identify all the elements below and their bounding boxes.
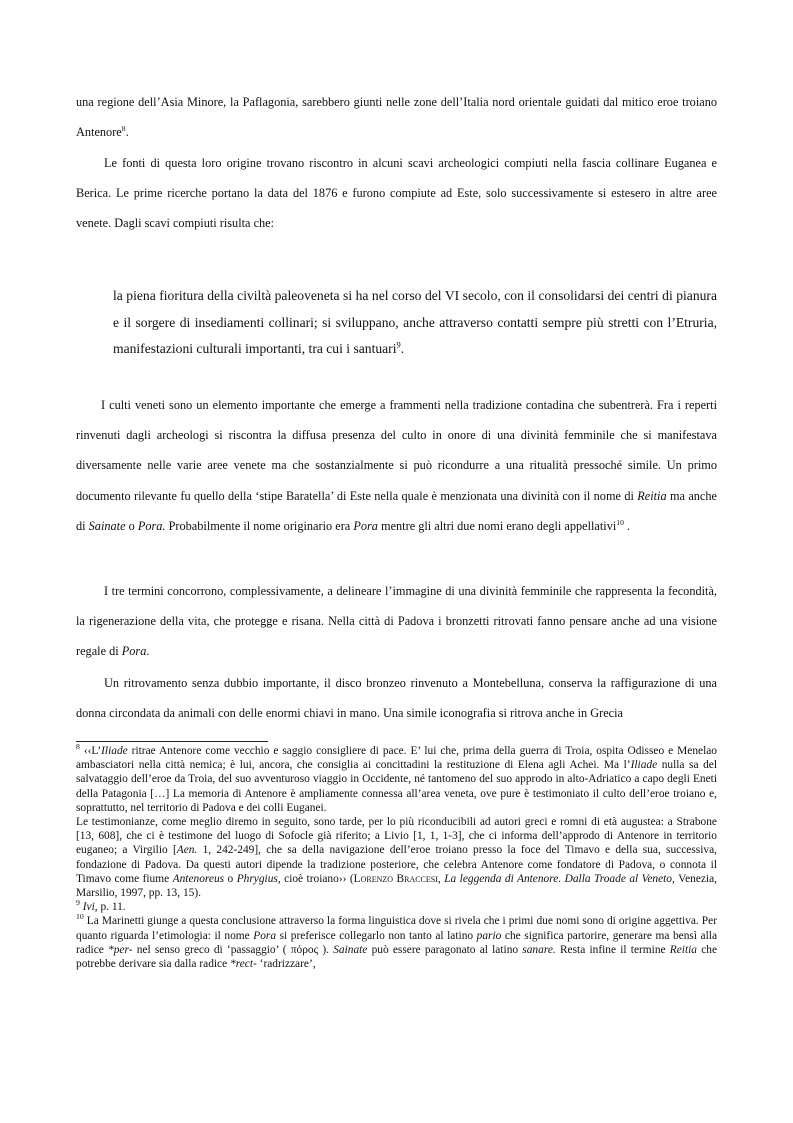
paragraph-4 [76, 576, 717, 667]
paragraph-text: o [125, 518, 138, 533]
paragraph-text: mentre gli altri due nomi erano degli appellativi [377, 518, 617, 533]
latin-term: sanare. [522, 943, 556, 956]
paragraph-text: I culti veneti sono un elemento importante che emerge a frammenti nella tradizione contadina che subentrerà. Fra i reperti rinvenuti dagli archeologi si riscontra la diffusa presenza del culto in onore di una divinità femminile che si manifestava diversamente nelle varie aree venete ma che sostanzialmente si può ricondurre a una ritualità pressoché simile. Un primo documento rilevante fu quello della ‘stipe Baratella’ di Este nella quale è menzionata una divinità con il nome di [76, 398, 717, 503]
author-name: Lorenzo Braccesi [353, 872, 438, 885]
paragraph-text: . [623, 518, 631, 533]
footnote-text: si preferisce collegarlo non tanto al latino [276, 929, 477, 942]
footnote-text: Resta infine il termine [555, 943, 670, 956]
footnote-9 [76, 900, 717, 914]
latin-term: Antenoreus [172, 872, 225, 885]
paragraph-text: Probabilmente il nome originario era [165, 518, 354, 533]
book-title: La leggenda di Antenore. Dalla Troade al Veneto, [444, 872, 675, 885]
footnote-text: o [224, 872, 237, 885]
work-title: Iliade [101, 745, 128, 757]
paragraph-1 [76, 87, 717, 147]
paragraph-text: Le fonti di questa loro origine trovano riscontro in alcuni scavi archeologici compiuti nella fascia collinare Euganea e Berica. Le prime ricerche portano la data del 1876 e furono compiute ad Este, solo successivamente si estesero in altre aree venete. Dagli scavi compiuti risulta che: [76, 156, 717, 231]
paragraph-text: I tre termini concorrono, complessivamente, a delineare l’immagine di una divinità femminile che rappresenta la fecondità, la rigenerazione della vita, che protegge e risana. Nella città di Padova i bronzetti ritrovati fanno pensare anche ad una visione regale di [76, 584, 717, 659]
paragraph-5 [76, 668, 717, 728]
footnote-8-continued [76, 815, 717, 900]
paragraph-2 [76, 148, 717, 239]
footnote-text: , p. 11. [94, 901, 126, 914]
footnote-text: ritrae Antenore come vecchio e saggio consigliere di pace. E’ lui che, prima della guerra di Troia, ospita Odisseo e Menelao ambasciatori nella città nemica; è lui, ancora, che consiglia ai concittadini la restituzione di Elena agli Achei. Ma l’ [76, 745, 717, 772]
footnote-ref-9[interactable]: 9 [396, 339, 401, 350]
deity-name: Reitia [669, 943, 697, 956]
footnote-text: nel senso greco di ‘passaggio’ ( πόρος ). [132, 943, 334, 956]
paragraph-text: Un ritrovamento senza dubbio importante, il disco bronzeo rinvenuto a Montebelluna, conserva la raffigurazione di una donna circondata da animali con delle enormi chiavi in mano. Una simile iconografia si ritrova anche in Grecia [76, 676, 717, 721]
footnote-10 [76, 914, 717, 971]
deity-name: Reitia [637, 488, 667, 503]
footnote-text: ‘radrizzare’, [256, 958, 316, 971]
footnote-ref-10[interactable]: 10 [616, 517, 624, 527]
paragraph-text: una regione dell’Asia Minore, la Paflagonia, sarebbero giunti nelle zone dell’Italia nord orientale guidati dal mitico eroe troiano Antenore [76, 95, 717, 140]
paragraph-text: . [146, 644, 150, 659]
footnote-number: 9 [76, 898, 80, 908]
footnotes [76, 744, 717, 971]
latin-term: Phrygius, [236, 872, 281, 885]
footnote-number: 10 [76, 912, 84, 922]
footnote-text: può essere paragonato al latino [367, 943, 523, 956]
footnote-text: Venezia, Marsilio, 1997, pp. 13, 15). [76, 872, 717, 900]
deity-name: Pora [353, 518, 378, 533]
deity-name: Sainate [88, 518, 126, 533]
footnote-text: La Marinetti giunge a questa conclusione attraverso la forma linguistica dove si rivela che i primi due nomi sono di origine aggettiva. Per quanto riguarda l’etimologia: il nome [76, 915, 717, 942]
quote-text: . [400, 341, 405, 356]
paragraph-text: ma anche di [76, 488, 718, 533]
footnote-text: , [437, 872, 445, 885]
deity-name: Pora. [137, 518, 166, 533]
paragraph-text: . [125, 125, 129, 140]
footnote-text: cioè troiano›› ( [280, 872, 354, 885]
root-term: *rect- [230, 958, 257, 971]
citation-ivi: Ivi [82, 901, 95, 914]
footnote-text: che significa partorire, generare ma bensì alla radice [76, 929, 717, 956]
deity-name: Pora [121, 644, 147, 659]
latin-term: pario [476, 929, 502, 942]
work-title: Iliade [630, 759, 658, 772]
footnote-8 [76, 744, 717, 815]
quote-text: la piena fioritura della civiltà paleoveneta si ha nel corso del VI secolo, con il consolidarsi dei centri di pianura e il sorgere di insediamenti collinari; si sviluppano, anche attraverso contatti sempre più stretti con l’Etruria, manifestazioni culturali importanti, tra cui i santuari [113, 288, 717, 356]
footnote-text: nulla sa del salvataggio dell’eroe da Troia, del suo avventuroso viaggio in Occidente, né tantomeno del suo approdo in alto-Adriatico a capo degli Eneti della Patagonia […] La memoria di Antenore è ampliamente connessa all’area veneta, ove pure è testimoniato il culto dell’eroe troiano e, soprattutto, nel territorio di Padova e dei colli Euganei. [76, 759, 717, 814]
footnote-text: ‹‹L’ [79, 745, 102, 757]
footnote-text: Le testimonianze, come meglio diremo in seguito, sono tarde, per lo più riconducibili ad autori greci e romni di età augustea: a Strabone [13, 608], che ci è testimone del luogo di Sofocle già riferito; a Livio [1, 1, 1-3], che ci informa dell’approdo di Antenore in territorio euganeo; a Virgilio [ [76, 816, 717, 857]
paragraph-3 [76, 390, 717, 541]
footnote-text: che potrebbe derivare sia dalla radice [76, 943, 718, 971]
footnote-ref-8[interactable]: 8 [121, 124, 126, 134]
work-title: Aen. [176, 844, 198, 857]
footnote-text: 1, 242-249], che sa della navigazione dell’eroe troiano presso la foce del Timavo e della sua, successiva, fondazione di Padova. Da questi autori dipende la tradizione posteriore, che celebra Antenore come fondatore di Padova, o connota il Timavo come fiume [76, 844, 717, 885]
deity-name: Pora [253, 929, 277, 942]
footnote-separator [76, 741, 268, 742]
root-term: *per- [108, 943, 133, 956]
block-quote [113, 283, 717, 363]
footnote-number: 8 [76, 742, 80, 752]
deity-name: Sainate [333, 943, 368, 956]
